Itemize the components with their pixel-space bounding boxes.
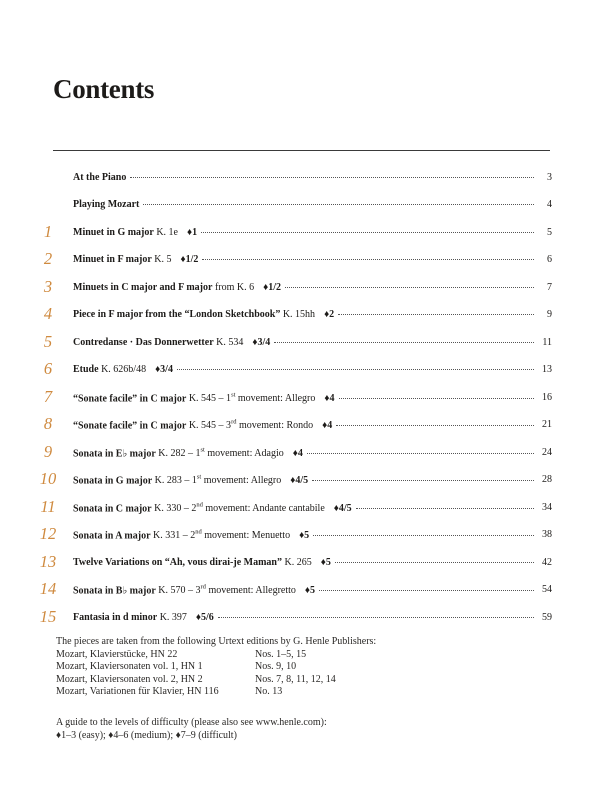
edition-row	[56, 686, 376, 699]
entry-text	[73, 282, 254, 293]
dot-leader	[307, 453, 534, 454]
page-number: 3	[547, 172, 552, 183]
entry-text	[73, 419, 313, 431]
toc-entry[interactable]	[0, 414, 600, 439]
entry-title: Sonata in E♭ major	[73, 448, 156, 460]
page-number: 59	[542, 612, 552, 623]
entry-catalog: K. 330 – 2nd movement: Andante cantabile	[151, 502, 325, 515]
difficulty-level: ♦5	[299, 530, 310, 542]
entry-title: “Sonate facile” in C major	[73, 393, 187, 405]
difficulty-level: ♦4	[324, 393, 335, 405]
entry-text	[73, 254, 172, 265]
dot-leader	[336, 425, 534, 426]
entry-title: Contredanse · Das Donnerwetter	[73, 337, 214, 348]
page-number: 13	[542, 364, 552, 375]
page-number: 42	[542, 557, 552, 568]
piece-number: 4	[43, 304, 53, 323]
difficulty-level: ♦5	[320, 557, 331, 568]
entry-catalog: K. 397	[157, 612, 187, 623]
piece-number: 9	[43, 442, 53, 461]
dot-leader	[143, 204, 534, 205]
difficulty-level: ♦5	[304, 585, 316, 597]
dot-leader	[218, 617, 534, 618]
entry-catalog: K. 545 – 1st movement: Allegro	[186, 392, 316, 405]
difficulty-guide	[56, 717, 327, 742]
difficulty-level: ♦4/5	[333, 503, 352, 515]
toc-entry[interactable]	[0, 332, 600, 357]
edition-source: Mozart, Klaviersonaten vol. 1, HN 1	[56, 661, 203, 672]
entry-label	[73, 254, 540, 265]
piece-number: 12	[39, 524, 57, 543]
toc-entry[interactable]	[0, 442, 600, 467]
edition-row	[56, 661, 376, 674]
editions-intro: The pieces are taken from the following Urtext editions by G. Henle Publishers:	[56, 636, 377, 647]
entry-text	[73, 227, 178, 238]
edition-numbers: Nos. 1–5, 15	[255, 648, 307, 660]
entry-label	[73, 392, 540, 404]
edition-numbers: Nos. 7, 8, 11, 12, 14	[255, 673, 336, 685]
entry-text	[73, 584, 296, 596]
entry-label	[73, 172, 540, 183]
entry-label	[73, 529, 540, 541]
page-number: 11	[542, 337, 552, 348]
piece-number: 1	[43, 222, 53, 241]
piece-number: 8	[43, 414, 53, 433]
piece-number: 14	[39, 579, 57, 598]
page-number: 5	[547, 227, 552, 238]
dot-leader	[335, 562, 534, 563]
entry-label	[73, 309, 540, 320]
entry-title: Etude	[73, 364, 99, 375]
entry-label	[73, 584, 540, 596]
toc-entry[interactable]	[0, 172, 600, 192]
entry-label	[73, 557, 540, 568]
dot-leader	[313, 535, 534, 536]
piece-number: 13	[39, 552, 57, 571]
entry-title: Sonata in A major	[73, 530, 151, 542]
entry-label	[73, 419, 540, 431]
entry-label	[73, 364, 540, 375]
entry-label	[73, 282, 540, 293]
entry-text	[73, 612, 187, 623]
edition-source: Mozart, Variationen für Klavier, HN 116	[56, 686, 219, 697]
entry-title: Minuet in F major	[73, 254, 152, 265]
entry-text	[73, 502, 325, 514]
entry-title: Piece in F major from the “London Sketchbook”	[73, 309, 281, 320]
entry-title: “Sonate facile” in C major	[73, 420, 187, 432]
page-title: Contents	[53, 74, 155, 104]
dot-leader	[130, 177, 534, 178]
entry-text	[73, 392, 315, 404]
dot-leader	[202, 259, 534, 260]
entry-catalog: K. 331 – 2nd movement: Menuetto	[150, 529, 291, 542]
toc-entry[interactable]	[0, 359, 600, 384]
entry-label	[73, 474, 540, 486]
piece-number: 7	[43, 387, 53, 406]
toc-entry[interactable]	[0, 607, 600, 632]
page-number: 6	[547, 254, 552, 265]
edition-row	[56, 674, 376, 687]
difficulty-level: ♦4	[292, 448, 303, 460]
entry-catalog: K. 545 – 3rd movement: Rondo	[186, 419, 314, 432]
piece-number: 15	[39, 607, 57, 626]
entry-text	[73, 474, 281, 486]
entry-label	[73, 337, 540, 348]
entry-catalog: K. 5	[151, 254, 172, 265]
difficulty-guide-line1: A guide to the levels of difficulty (please also see www.henle.com):	[56, 717, 327, 728]
dot-leader	[274, 342, 534, 343]
page-number: 7	[547, 282, 552, 293]
difficulty-level: ♦2	[324, 309, 335, 320]
entry-catalog: K. 534	[213, 337, 244, 348]
difficulty-level: ♦5/6	[195, 612, 214, 623]
dot-leader	[338, 314, 534, 315]
dot-leader	[312, 480, 534, 481]
page-number: 24	[542, 447, 552, 458]
toc-entry[interactable]	[0, 304, 600, 329]
entry-label	[73, 447, 540, 459]
difficulty-level: ♦1	[187, 227, 198, 238]
difficulty-level: ♦3/4	[252, 337, 271, 348]
edition-source: Mozart, Klavierstücke, HN 22	[56, 648, 178, 660]
entry-label	[73, 502, 540, 514]
entry-label	[73, 227, 540, 238]
page-number: 9	[547, 309, 552, 320]
entry-catalog: K. 1e	[153, 227, 178, 238]
difficulty-level: ♦4	[322, 420, 333, 432]
toc-entry[interactable]	[0, 222, 600, 247]
toc-entry[interactable]	[0, 469, 600, 494]
difficulty-level: ♦1/2	[263, 282, 282, 293]
piece-number: 6	[43, 359, 53, 378]
entry-text	[73, 557, 312, 568]
entry-title: Sonata in B♭ major	[73, 585, 156, 597]
entry-title: Twelve Variations on “Ah, vous dirai-je Maman”	[73, 557, 282, 568]
toc-entry[interactable]	[0, 579, 600, 604]
piece-number: 10	[39, 469, 57, 488]
difficulty-level: ♦1/2	[180, 254, 199, 265]
edition-numbers: No. 13	[255, 686, 283, 697]
entry-catalog: K. 626b/48	[98, 364, 147, 375]
entry-title: Playing Mozart	[73, 199, 140, 210]
difficulty-level: ♦3/4	[155, 364, 173, 375]
piece-number: 5	[43, 332, 53, 351]
entry-title: Minuet in G major	[73, 227, 154, 238]
entry-text	[73, 364, 146, 375]
difficulty-guide-line2: ♦1–3 (easy); ♦4–6 (medium); ♦7–9 (difficult)	[56, 729, 237, 741]
toc-entry[interactable]	[0, 552, 600, 577]
entry-text	[73, 447, 284, 459]
entry-title: Sonata in C major	[73, 503, 152, 515]
entry-text	[73, 529, 290, 541]
entry-catalog: K. 265	[282, 557, 312, 568]
entry-catalog: from K. 6	[212, 282, 255, 293]
difficulty-level: ♦4/5	[290, 475, 309, 487]
toc-entry[interactable]	[0, 497, 600, 522]
piece-number: 3	[43, 277, 53, 296]
dot-leader	[319, 590, 534, 591]
dot-leader	[201, 232, 534, 233]
edition-source: Mozart, Klaviersonaten vol. 2, HN 2	[56, 673, 203, 685]
entry-catalog: K. 570 – 3rd movement: Allegretto	[155, 584, 296, 597]
page-number: 16	[542, 392, 552, 403]
piece-number: 11	[40, 497, 56, 516]
toc-entry[interactable]	[0, 524, 600, 549]
page-number: 28	[542, 474, 552, 485]
entry-text	[73, 309, 315, 320]
entry-title: Minuets in C major and F major	[73, 282, 213, 293]
entry-text	[73, 337, 243, 348]
dot-leader	[177, 369, 534, 370]
edition-numbers: Nos. 9, 10	[255, 661, 297, 672]
entry-label	[73, 199, 540, 210]
entry-catalog: K. 15hh	[280, 309, 316, 320]
page-number: 21	[542, 419, 552, 430]
page-number: 54	[542, 584, 552, 595]
entry-title: At the Piano	[73, 172, 127, 183]
toc-entry[interactable]	[0, 277, 600, 302]
page-number: 4	[547, 199, 552, 210]
piece-number: 2	[43, 249, 53, 268]
entry-text	[73, 172, 126, 183]
page-number: 34	[542, 502, 552, 513]
dot-leader	[356, 508, 534, 509]
edition-row	[56, 649, 376, 662]
entry-title: Fantasia in d minor	[73, 612, 158, 623]
dot-leader	[285, 287, 534, 288]
toc-entry[interactable]	[0, 387, 600, 412]
toc-entry[interactable]	[0, 199, 600, 219]
entry-title: Sonata in G major	[73, 475, 153, 487]
toc-entry[interactable]	[0, 249, 600, 274]
dot-leader	[339, 398, 534, 399]
entry-catalog: K. 282 – 1st movement: Adagio	[155, 447, 284, 460]
entry-catalog: K. 283 – 1st movement: Allegro	[152, 474, 282, 487]
editions-note	[56, 636, 376, 699]
entry-text	[73, 199, 139, 210]
page-number: 38	[542, 529, 552, 540]
entry-label	[73, 612, 540, 623]
